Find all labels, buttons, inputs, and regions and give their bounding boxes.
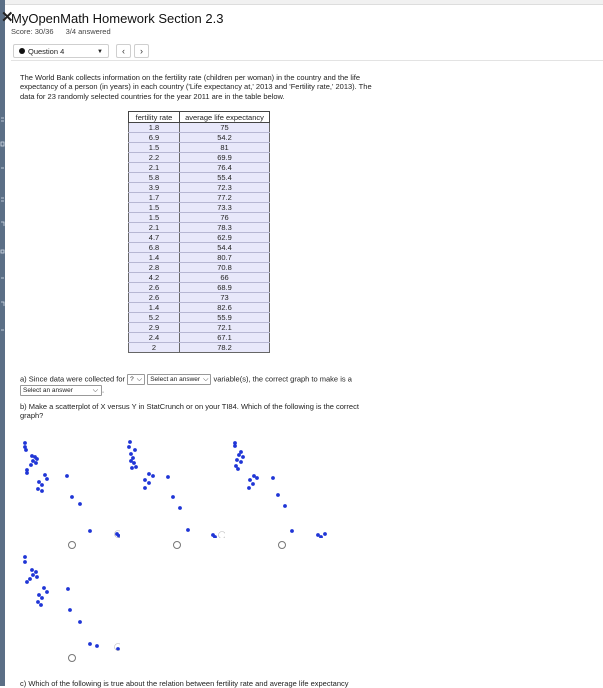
table-row (129, 243, 270, 253)
scatter-point (78, 620, 82, 624)
scatter-point (30, 568, 34, 572)
scatter-point (130, 466, 134, 470)
fertility-cell: 2.1 (129, 163, 180, 173)
scatter-point (151, 474, 155, 478)
fertility-cell: 5.2 (129, 313, 180, 323)
life-expectancy-cell: 72.3 (180, 183, 270, 193)
scatter-point (25, 471, 29, 475)
life-expectancy-cell: 62.9 (180, 233, 270, 243)
life-expectancy-cell: 54.2 (180, 133, 270, 143)
scatter-point (34, 461, 38, 465)
scatter-point (28, 577, 32, 581)
sidebar-icons (0, 0, 5, 686)
scatter-point (247, 486, 251, 490)
scatter-point (255, 476, 259, 480)
caret-down-icon: ▼ (97, 49, 103, 55)
table-row (129, 273, 270, 283)
scatter-point (178, 506, 182, 510)
table-row (129, 333, 270, 343)
scatter-point (40, 596, 44, 600)
scatter-point (251, 482, 255, 486)
scatter-point (23, 555, 27, 559)
scatter-point (36, 600, 40, 604)
chevron-down-icon: ⌵ (92, 387, 98, 394)
column-header-life-expectancy: average life expectancy (180, 112, 270, 123)
table-row (129, 283, 270, 293)
fertility-cell: 1.5 (129, 213, 180, 223)
part-b-text: b) Make a scatterplot of X versus Y in StatCrunch or on your TI84. Which of the following is the correct graph? (20, 402, 359, 420)
option-4-radio[interactable] (68, 654, 76, 662)
table-row (129, 173, 270, 183)
table-row (129, 263, 270, 273)
scatter-point (42, 586, 46, 590)
table-row (129, 253, 270, 263)
question-select[interactable] (13, 44, 109, 58)
part-a-prefix: a) Since data were collected for (20, 374, 126, 384)
life-expectancy-cell: 72.1 (180, 323, 270, 333)
life-expectancy-cell: 80.7 (180, 253, 270, 263)
scatter-point (65, 474, 69, 478)
fertility-cell: 2.6 (129, 293, 180, 303)
scatter-point (34, 570, 38, 574)
scatter-point (147, 481, 151, 485)
life-expectancy-cell: 77.2 (180, 193, 270, 203)
table-row (129, 163, 270, 173)
table-row (129, 323, 270, 333)
fertility-cell: 4.7 (129, 233, 180, 243)
score-line (11, 27, 121, 36)
table-row (129, 153, 270, 163)
scatter-point (239, 460, 243, 464)
fertility-cell: 2.2 (129, 153, 180, 163)
life-expectancy-cell: 75 (180, 123, 270, 133)
fertility-cell: 4.2 (129, 273, 180, 283)
life-expectancy-cell: 69.9 (180, 153, 270, 163)
scatter-point (241, 455, 245, 459)
part-a-end: . (102, 385, 105, 395)
fertility-cell: 6.9 (129, 133, 180, 143)
life-expectancy-cell: 70.8 (180, 263, 270, 273)
scatter-point (39, 603, 43, 607)
answered-text: 3/4 answered (65, 27, 111, 36)
life-expectancy-cell: 81 (180, 143, 270, 153)
scatter-point (35, 575, 39, 579)
variable-count-value: ? (130, 376, 134, 383)
scatter-point (276, 493, 280, 497)
question-select-label: Question 4 (28, 47, 65, 56)
fertility-cell: 6.8 (129, 243, 180, 253)
scatter-point (68, 608, 72, 612)
scatter-point (40, 489, 44, 493)
scatter-option-3[interactable] (230, 438, 330, 538)
scatter-point (147, 472, 151, 476)
life-expectancy-cell: 76 (180, 213, 270, 223)
life-expectancy-cell: 67.1 (180, 333, 270, 343)
scatter-point (283, 504, 287, 508)
table-row (129, 223, 270, 233)
life-expectancy-cell: 55.4 (180, 173, 270, 183)
variable-type-value: Select an answer (150, 376, 201, 383)
scatter-option-4[interactable] (20, 552, 120, 652)
scatter-point (143, 486, 147, 490)
scatter-point (24, 448, 28, 452)
life-expectancy-cell: 73.3 (180, 203, 270, 213)
scatter-point (143, 478, 147, 482)
fertility-cell: 3.9 (129, 183, 180, 193)
scatter-point (25, 580, 29, 584)
table-row (129, 183, 270, 193)
status-dot-icon (19, 48, 25, 54)
variable-type-select[interactable] (147, 374, 211, 385)
next-question-button[interactable]: › (134, 44, 149, 58)
scatter-point (31, 573, 35, 577)
scatter-point (129, 452, 133, 456)
page-title: MyOpenMath Homework Section 2.3 (11, 11, 224, 26)
fertility-cell: 1.5 (129, 143, 180, 153)
part-a-suffix: variable(s), the correct graph to make is a (213, 374, 352, 384)
fertility-cell: 5.8 (129, 173, 180, 183)
scatter-point (236, 467, 240, 471)
fertility-cell: 2 (129, 343, 180, 353)
variable-count-select[interactable] (127, 374, 145, 385)
question-nav-bar (11, 42, 603, 61)
fertility-cell: 2.1 (129, 223, 180, 233)
life-expectancy-cell: 66 (180, 273, 270, 283)
zoom-icon[interactable] (219, 532, 226, 539)
fertility-cell: 2.6 (129, 283, 180, 293)
scatter-point (271, 476, 275, 480)
table-row (129, 303, 270, 313)
scatter-point (45, 477, 49, 481)
scatter-option-1[interactable] (20, 438, 120, 538)
chevron-down-icon: ⌵ (203, 376, 209, 383)
part-c-text: c) Which of the following is true about the relation between fertility rate and average life expectancy (20, 679, 349, 688)
table-row (129, 233, 270, 243)
option-1-radio[interactable] (68, 541, 76, 549)
scatter-option-2[interactable] (125, 438, 225, 538)
part-a-line-2 (20, 385, 104, 396)
scatter-point (134, 465, 138, 469)
life-expectancy-cell: 78.2 (180, 343, 270, 353)
fertility-cell: 2.9 (129, 323, 180, 333)
scatter-point (23, 441, 27, 445)
fertility-cell: 1.4 (129, 303, 180, 313)
data-table (128, 111, 270, 353)
table-row (129, 193, 270, 203)
scatter-point (40, 483, 44, 487)
scatter-point (237, 453, 241, 457)
fertility-cell: 1.7 (129, 193, 180, 203)
scatter-point (45, 590, 49, 594)
scatter-point (23, 560, 27, 564)
fertility-cell: 2.8 (129, 263, 180, 273)
scatter-point (88, 529, 92, 533)
fertility-cell: 1.4 (129, 253, 180, 263)
scatter-point (233, 444, 237, 448)
scatter-point (29, 463, 33, 467)
scatter-point (127, 445, 131, 449)
column-header-fertility: fertility rate (129, 112, 180, 123)
fertility-cell: 1.5 (129, 203, 180, 213)
browser-top-strip (0, 0, 603, 5)
table-row (129, 213, 270, 223)
chevron-down-icon: ⌵ (136, 376, 143, 383)
close-icon[interactable]: ✕ (1, 9, 14, 26)
option-2-radio[interactable] (173, 541, 181, 549)
table-row (129, 203, 270, 213)
table-row (129, 293, 270, 303)
option-3-radio[interactable] (278, 541, 286, 549)
scatter-point (36, 487, 40, 491)
scatter-point (37, 593, 41, 597)
scatter-point (70, 495, 74, 499)
scatter-point (186, 528, 190, 532)
scatter-point (248, 478, 252, 482)
scatter-point (132, 461, 136, 465)
fertility-cell: 2.4 (129, 333, 180, 343)
scatter-point (66, 587, 70, 591)
scatter-point (235, 458, 239, 462)
scatter-point (323, 532, 327, 536)
life-expectancy-cell: 68.9 (180, 283, 270, 293)
question-intro: The World Bank collects information on the fertility rate (children per woman) in the country and the life expectancy of a person (in years) in each country ('Life expectancy at,' 2013 and 'Fertility rate,' 2013). The data for 23 randomly selected countries for the year 2011 are in the table below. (20, 73, 372, 101)
table-row (129, 143, 270, 153)
table-row (129, 313, 270, 323)
table-row (129, 133, 270, 143)
graph-type-value: Select an answer (23, 387, 73, 394)
fertility-cell: 1.8 (129, 123, 180, 133)
scatter-point (35, 457, 39, 461)
scatter-point (128, 440, 132, 444)
scatter-point (166, 475, 170, 479)
score-text: Score: 30/36 (11, 27, 54, 36)
life-expectancy-cell: 76.4 (180, 163, 270, 173)
scatter-point (290, 529, 294, 533)
graph-type-select[interactable] (20, 385, 105, 396)
prev-question-button[interactable]: ‹ (116, 44, 131, 58)
scatter-point (95, 644, 99, 648)
scatter-point (171, 495, 175, 499)
life-expectancy-cell: 78.3 (180, 223, 270, 233)
scatter-point (43, 473, 47, 477)
life-expectancy-cell: 82.6 (180, 303, 270, 313)
scatter-point (78, 502, 82, 506)
life-expectancy-cell: 55.9 (180, 313, 270, 323)
life-expectancy-cell: 54.4 (180, 243, 270, 253)
scatter-point (133, 448, 137, 452)
part-a-line (20, 374, 352, 385)
scatter-point (37, 480, 41, 484)
table-row (129, 343, 270, 353)
table-row (129, 123, 270, 133)
scatter-point (88, 642, 92, 646)
life-expectancy-cell: 73 (180, 293, 270, 303)
